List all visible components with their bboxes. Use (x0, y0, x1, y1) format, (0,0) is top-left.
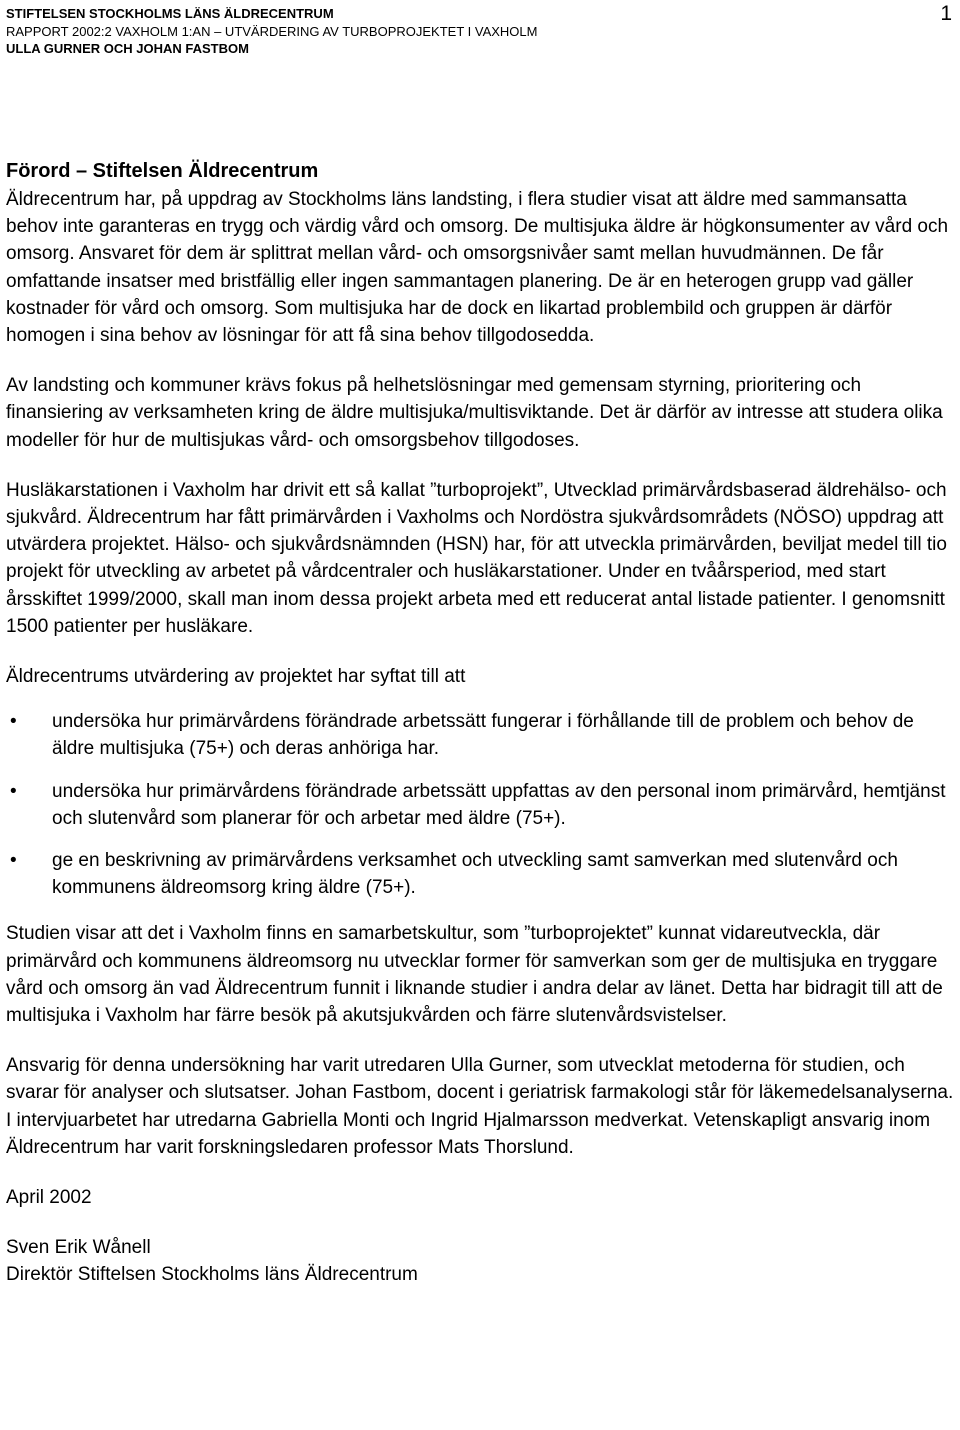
list-item (6, 778, 954, 832)
list-item (6, 708, 954, 762)
document-page (6, 0, 954, 1430)
paragraph-2: Av landsting och kommuner krävs fokus på helhetslösningar med gemensam styrning, prioritering och finansiering av verksamheten kring de äldre multisjuka/multisviktande. Det är därför av intresse att studera olika modeller för hur de multisjukas vård- och omsorgsbehov tillgodoses. (6, 375, 943, 451)
running-header (6, 5, 954, 58)
bullet-icon: • (10, 711, 17, 733)
list-item-text: undersöka hur primärvårdens förändrade arbetssätt uppfattas av den personal inom primärvård, hemtjänst och slutenvård som planerar för och arbetar med äldre (75+). (52, 780, 946, 829)
paragraph-6: Ansvarig för denna undersökning har varit utredaren Ulla Gurner, som utvecklat metoderna för studien, och svarar för analyser och slutsatser. Johan Fastbom, docent i geriatrisk farmakologi står för läkemedelsanalyserna. I intervjuarbetet har utredarna Gabriella Monti och Ingrid Hjalmarsson medverkat. Vetenskapligt ansvarig inom Äldrecentrum har varit forskningsledaren professor Mats Thorslund. (6, 1055, 954, 1158)
paragraph-3: Husläkarstationen i Vaxholm har drivit ett så kallat ”turboprojekt”, Utvecklad primärvårdsbaserad äldrehälso- och sjukvård. Äldrecentrum har fått primärvården i Vaxholms och Nordöstra sjukvårdsområdets (NÖSO) uppdrag att utvärdera projektet. Hälso- och sjukvårdsnämnden (HSN) har, för att utveckla primärvården, beviljat medel till tio projekt för utveckling av arbetet på vårdcentraler och husläkarstationer. Under en tvåårsperiod, med start årsskiftet 1999/2000, skall man inom dessa projekt arbeta med ett reducerat antal listade patienter. I genomsnitt 1500 patienter per husläkare. (6, 479, 947, 637)
header-report-title: RAPPORT 2002:2 VAXHOLM 1:AN – UTVÄRDERING AV TURBOPROJEKTET I VAXHOLM (6, 23, 538, 39)
header-authors: ULLA GURNER OCH JOHAN FASTBOM (6, 41, 249, 56)
bullet-icon: • (10, 850, 17, 872)
date-line: April 2002 (6, 1187, 92, 1209)
header-organization: STIFTELSEN STOCKHOLMS LÄNS ÄLDRECENTRUM (6, 6, 334, 21)
paragraph-1: Äldrecentrum har, på uppdrag av Stockholms läns landsting, i flera studier visat att äldre med sammansatta behov inte garanteras en trygg och värdig vård och omsorg. De multisjuka äldre är högkonsumenter av vård och omsorg. Ansvaret för dem är splittrat mellan vård- och omsorgsnivåer samt mellan huvudmännen. De får omfattande insatser med bristfällig eller ingen sammantagen planering. De är en heterogen grupp vad gäller kostnader för vård och omsorg. Som multisjuka har de dock en likartad problembild och gruppen är därför homogen i sina behov av lösningar för att få sina behov tillgodosedda. (6, 189, 949, 347)
bullet-icon: • (10, 780, 17, 802)
list-item-text: undersöka hur primärvårdens förändrade arbetssätt fungerar i förhållande till de problem och behov de äldre multisjuka (75+) och deras anhöriga har. (52, 711, 914, 760)
paragraph-4: Äldrecentrums utvärdering av projektet har syftat till att (6, 666, 466, 688)
list-item (6, 847, 954, 901)
signature-name: Sven Erik Wånell (6, 1237, 151, 1259)
paragraph-5: Studien visar att det i Vaxholm finns en samarbetskultur, som ”turboprojektet” kunnat vidareutveckla, där primärvård och kommunens äldreomsorg nu utvecklar former för samverkan som ger de multisjuka en tryggare vård och omsorg än vad Äldrecentrum funnit i liknande studier i andra delar av länet. Detta har bidragit till att de multisjuka i Vaxholm har färre besök på akutsjukvården och färre slutenvårdsvistelser. (6, 923, 943, 1027)
document-body (6, 158, 954, 1288)
page-number: 1 (940, 2, 952, 25)
page-title: Förord – Stiftelsen Äldrecentrum (6, 160, 319, 182)
aims-list (6, 708, 954, 901)
signature-title: Direktör Stiftelsen Stockholms läns Äldrecentrum (6, 1264, 418, 1286)
list-item-text: ge en beskrivning av primärvårdens verksamhet och utveckling samt samverkan med slutenvård och kommunens äldreomsorg kring äldre (75+). (52, 850, 898, 899)
